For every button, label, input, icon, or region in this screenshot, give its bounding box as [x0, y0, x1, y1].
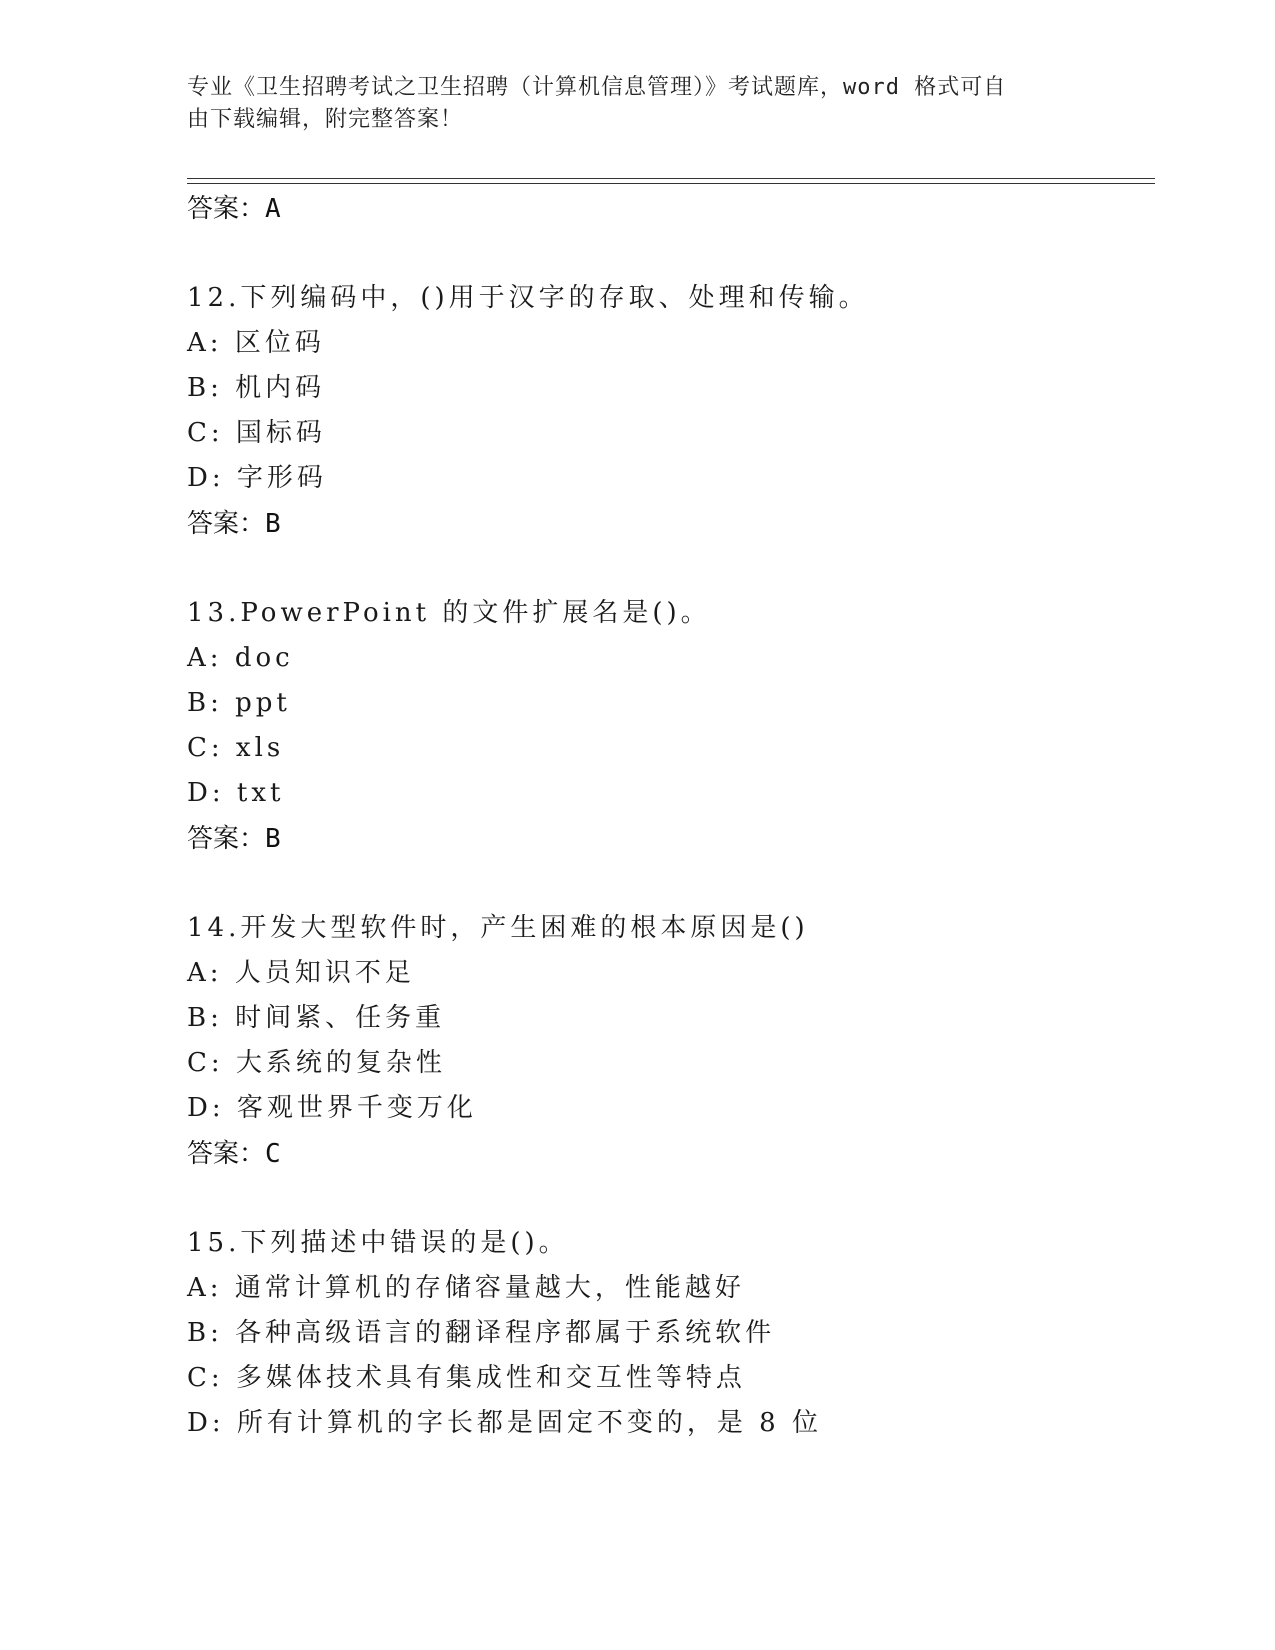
option-text: 通常计算机的存储容量越大，性能越好: [234, 1273, 745, 1303]
option-label: D:: [187, 778, 225, 808]
option-text: 各种高级语言的翻译程序都属于系统软件: [235, 1318, 776, 1348]
question-15: [187, 1221, 1155, 1446]
header-divider-top: [187, 178, 1155, 179]
option-label: B:: [187, 688, 223, 718]
option-text: 大系统的复杂性: [235, 1048, 446, 1078]
option-label: B:: [187, 1318, 223, 1348]
option-label: C:: [187, 733, 224, 763]
option-label: C:: [187, 418, 224, 448]
option-text: 所有计算机的字长都是固定不变的，是 8 位: [236, 1408, 822, 1438]
answer-line: 答案：A: [187, 194, 281, 224]
option-text: xls: [235, 733, 285, 763]
option-text: 机内码: [235, 373, 326, 403]
document-header: [187, 72, 1067, 136]
option-text: 人员知识不足: [234, 958, 415, 988]
question-stem: 14.开发大型软件时，产生困难的根本原因是(): [187, 913, 809, 943]
option-text: 区位码: [234, 328, 325, 358]
answer-line: 答案：C: [187, 1139, 281, 1169]
answer-line: 答案：B: [187, 824, 281, 854]
option-c: [187, 726, 1155, 771]
option-a: [187, 951, 1155, 996]
option-text: ppt: [235, 688, 291, 718]
option-d: [187, 771, 1155, 816]
option-text: 字形码: [236, 463, 327, 493]
option-d: [187, 456, 1155, 501]
question-stem: 12.下列编码中，()用于汉字的存取、处理和传输。: [187, 283, 869, 313]
option-c: [187, 1356, 1155, 1401]
question-stem: 13.PowerPoint 的文件扩展名是()。: [187, 598, 711, 628]
option-label: D:: [187, 1408, 225, 1438]
option-text: 多媒体技术具有集成性和交互性等特点: [235, 1363, 746, 1393]
question-stem: 15.下列描述中错误的是()。: [187, 1228, 569, 1258]
option-a: [187, 321, 1155, 366]
option-c: [187, 411, 1155, 456]
option-b: [187, 681, 1155, 726]
question-14: [187, 906, 1155, 1177]
option-a: [187, 1266, 1155, 1311]
option-d: [187, 1401, 1155, 1446]
question-12: [187, 276, 1155, 547]
option-text: txt: [236, 778, 285, 808]
option-c: [187, 1041, 1155, 1086]
question-list: [187, 186, 1155, 1446]
answer-line: 答案：B: [187, 509, 281, 539]
option-label: A:: [187, 958, 223, 988]
option-label: B:: [187, 373, 223, 403]
option-label: C:: [187, 1048, 224, 1078]
option-b: [187, 366, 1155, 411]
option-label: A:: [187, 643, 223, 673]
option-label: C:: [187, 1363, 224, 1393]
option-text: 时间紧、任务重: [235, 1003, 446, 1033]
header-divider-bottom: [187, 183, 1155, 184]
option-label: D:: [187, 463, 225, 493]
option-text: 客观世界千变万化: [236, 1093, 477, 1123]
option-label: D:: [187, 1093, 225, 1123]
option-text: doc: [234, 643, 294, 673]
option-b: [187, 1311, 1155, 1356]
header-line-1: 专业《卫生招聘考试之卫生招聘（计算机信息管理）》考试题库，word 格式可自: [187, 75, 1007, 100]
question-13: [187, 591, 1155, 862]
header-line-2: 由下载编辑，附完整答案！: [187, 107, 464, 132]
option-a: [187, 636, 1155, 681]
option-label: A:: [187, 328, 223, 358]
option-text: 国标码: [235, 418, 326, 448]
option-label: A:: [187, 1273, 223, 1303]
option-label: B:: [187, 1003, 223, 1033]
option-d: [187, 1086, 1155, 1131]
option-b: [187, 996, 1155, 1041]
